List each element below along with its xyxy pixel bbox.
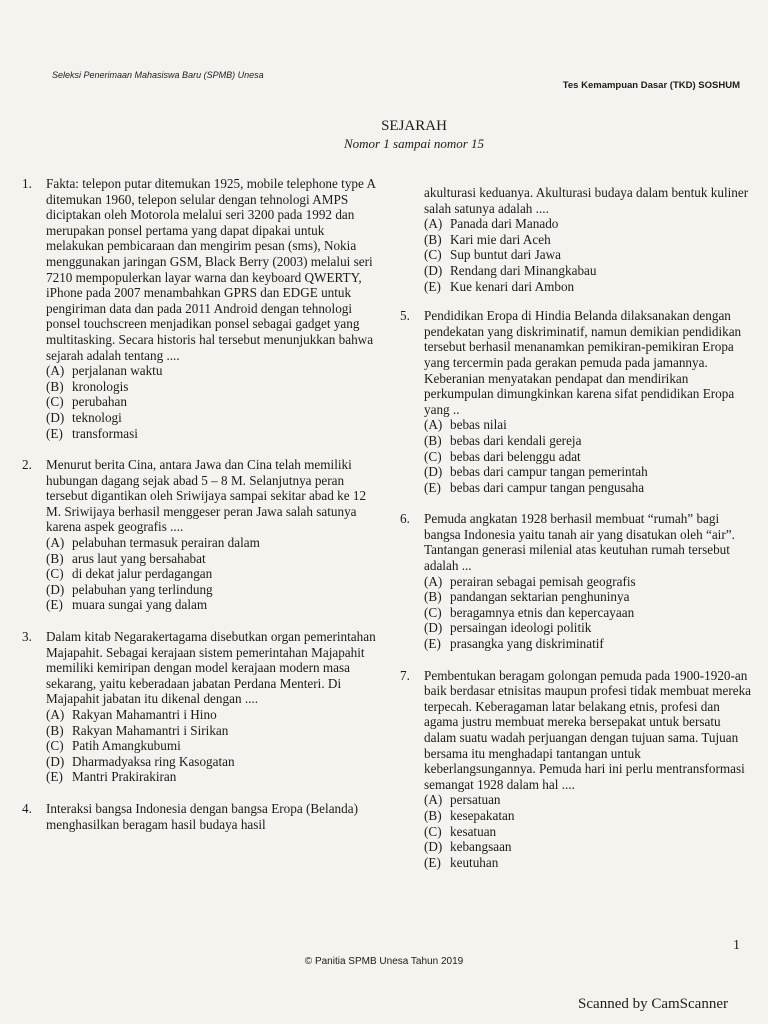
option-text: perairan sebagai pemisah geografis	[450, 573, 636, 589]
option-b[interactable]	[46, 551, 378, 567]
option-b[interactable]	[424, 232, 755, 248]
option-a[interactable]	[46, 363, 378, 379]
question-text: Fakta: telepon putar ditemukan 1925, mobile telephone type A ditemukan 1960, telepon selular dengan tehnologi AMPS diciptakan oleh Motorola melalui seri 3200 pada 1992 dan merupakan ponsel pertama yang dapat dipakai untuk melakukan pembicaraan dan mengirim pesan (sms), Nokia menggunakan jaringan GSM, Black Berry (2003) melalui seri 7210 mempopulerkan layar warna dan keyboard QWERTY, iPhone pada 2007 menambahkan GPRS dan EDGE untuk pengiriman data dan pada 2011 Android dengan tehnologi ponsel touchscreen menjadikan ponsel sebagai gadget yang multitasking. Secara historis hal tersebut menunjukkan bahwa sejarah adalah tentang ....	[46, 176, 376, 363]
section-subtitle: Nomor 1 sampai nomor 15	[343, 136, 485, 151]
option-label: (D)	[46, 581, 65, 597]
scanner-watermark: Scanned by CamScanner	[578, 996, 728, 1012]
option-label: (A)	[46, 535, 65, 551]
question-1	[22, 176, 378, 441]
question-text: Interaksi bangsa Indonesia dengan bangsa Eropa (Belanda) menghasilkan beragam hasil budaya hasil	[46, 800, 358, 832]
option-text: bebas dari belenggu adat	[450, 448, 581, 464]
option-label: (E)	[46, 769, 63, 785]
option-d[interactable]	[46, 410, 378, 426]
option-text: Kue kenari dari Ambon	[450, 278, 575, 294]
option-label: (B)	[46, 722, 64, 738]
option-text: Rakyan Mahamantri i Sirikan	[72, 722, 229, 738]
option-label: (A)	[424, 573, 443, 589]
option-label: (B)	[46, 550, 64, 566]
question-number: 1.	[22, 176, 32, 191]
option-text: bebas dari campur tangan pemerintah	[450, 464, 648, 480]
option-text: teknologi	[72, 409, 122, 425]
option-label: (D)	[46, 409, 65, 425]
option-label: (A)	[46, 363, 65, 379]
option-d[interactable]	[424, 839, 755, 855]
question-number: 7.	[400, 667, 410, 683]
question-text: Pembentukan beragam golongan pemuda pada 1900-1920-an baik berdasar etnisitas maupun profesi tidak membuat mereka terpecah. Keberagaman latar belakang etnis, profesi dan agama justru membuat mereka bersepakat untuk bersatu dalam suatu wadah perjuangan dengan tujuan sama. Tujuan bersama itu menghadapi tantangan untuk keberlangsungannya. Pemuda hari ini perlu mentransformasi semangat 1928 dalam hal ....	[424, 667, 752, 792]
option-c[interactable]	[46, 738, 378, 754]
option-text: muara sungai yang dalam	[72, 597, 208, 613]
option-e[interactable]	[46, 597, 378, 613]
question-number: 5.	[400, 308, 410, 324]
option-b[interactable]	[46, 723, 378, 739]
option-b[interactable]	[424, 808, 755, 824]
question-text: Dalam kitab Negarakertagama disebutkan organ pemerintahan Majapahit. Sebagai kerajaan sistem pemerintahan Majapahit memiliki kemiripan dengan model kerajaan modern masa sekarang, yaitu keberadaan jabatan Perdana Menteri. Di Majapahit jabatan itu dikenal dengan ....	[46, 629, 376, 707]
option-list	[424, 216, 755, 294]
option-label: (E)	[424, 479, 441, 495]
footer-copyright: © Panitia SPMB Unesa Tahun 2019	[304, 956, 464, 967]
option-d[interactable]	[424, 464, 755, 480]
option-text: Mantri Prakirakiran	[72, 769, 177, 785]
option-b[interactable]	[424, 433, 755, 449]
option-text: kesatuan	[450, 823, 497, 839]
option-label: (E)	[46, 425, 63, 441]
option-b[interactable]	[46, 379, 378, 395]
option-label: (C)	[46, 738, 64, 754]
page-corner-mark	[0, 0, 26, 28]
option-text: prasangka yang diskriminatif	[450, 636, 604, 652]
option-list	[424, 417, 755, 495]
option-label: (D)	[46, 753, 65, 769]
question-text-continuation: akulturasi keduanya. Akulturasi budaya dalam bentuk kuliner salah satunya adalah ....	[424, 185, 749, 216]
option-a[interactable]	[424, 417, 755, 433]
option-text: beragamnya etnis dan kepercayaan	[450, 604, 635, 620]
option-text: pandangan sektarian penghuninya	[450, 589, 630, 605]
option-label: (A)	[424, 216, 443, 232]
question-4	[22, 801, 378, 832]
option-label: (A)	[46, 707, 65, 722]
question-number: 6.	[400, 511, 410, 527]
option-c[interactable]	[424, 824, 755, 840]
option-list	[46, 363, 378, 441]
option-label: (C)	[424, 247, 442, 263]
option-c[interactable]	[424, 247, 755, 263]
option-text: perjalanan waktu	[72, 363, 163, 379]
option-text: persaingan ideologi politik	[450, 620, 592, 636]
right-column	[400, 185, 755, 886]
option-text: Rendang dari Minangkabau	[450, 262, 597, 278]
option-e[interactable]	[424, 636, 755, 652]
option-text: bebas dari campur tangan pengusaha	[450, 479, 645, 495]
question-3	[22, 629, 378, 785]
option-text: pelabuhan termasuk perairan dalam	[72, 535, 260, 551]
option-label: (C)	[424, 448, 442, 464]
option-label: (B)	[424, 589, 442, 605]
option-text: Patih Amangkubumi	[72, 738, 181, 754]
option-text: kebangsaan	[450, 839, 512, 855]
option-a[interactable]	[424, 792, 755, 808]
option-text: bebas nilai	[450, 417, 507, 433]
option-label: (B)	[424, 432, 442, 448]
question-4-continued	[400, 185, 755, 294]
option-text: pelabuhan yang terlindung	[72, 581, 213, 597]
option-text: Sup buntut dari Jawa	[450, 247, 561, 263]
option-text: perubahan	[72, 394, 127, 410]
option-text: keutuhan	[450, 854, 499, 870]
option-label: (A)	[424, 417, 443, 433]
question-text: Menurut berita Cina, antara Jawa dan Cina telah memiliki hubungan dagang sejak abad 5 – 8 M. Selanjutnya peran tersebut digantikan oleh Sriwijaya sampai sekitar abad ke 12 M. Sriwijaya berhasil menggeser peran Jawa salah satunya karena aspek geografis ....	[46, 457, 367, 535]
option-d[interactable]	[424, 263, 755, 279]
option-a[interactable]	[424, 574, 755, 590]
option-e[interactable]	[46, 769, 378, 785]
option-label: (C)	[424, 604, 442, 620]
option-text: Dharmadyaksa ring Kasogatan	[72, 753, 235, 769]
option-d[interactable]	[424, 620, 755, 636]
option-label: (C)	[46, 394, 64, 410]
option-a[interactable]	[424, 216, 755, 232]
option-text: arus laut yang bersahabat	[72, 550, 206, 566]
option-list	[424, 792, 755, 870]
option-c[interactable]	[424, 449, 755, 465]
section-title: SEJARAH	[381, 118, 447, 134]
option-e[interactable]	[424, 480, 755, 496]
page-number: 1	[733, 938, 740, 953]
option-e[interactable]	[46, 426, 378, 442]
option-a[interactable]	[46, 535, 378, 551]
option-label: (B)	[424, 807, 442, 823]
header-test-name: Tes Kemampuan Dasar (TKD) SOSHUM	[562, 80, 740, 91]
option-c[interactable]	[424, 605, 755, 621]
option-d[interactable]	[46, 582, 378, 598]
question-5	[400, 308, 755, 495]
option-text: kronologis	[72, 378, 129, 394]
option-text: Rakyan Mahamantri i Hino	[72, 707, 217, 722]
question-7	[400, 668, 755, 871]
option-b[interactable]	[424, 589, 755, 605]
option-label: (E)	[424, 278, 441, 294]
option-text: transformasi	[72, 425, 138, 441]
option-label: (D)	[424, 839, 443, 855]
option-label: (C)	[46, 566, 64, 582]
option-text: persatuan	[450, 792, 501, 808]
option-text: bebas dari kendali gereja	[450, 432, 582, 448]
question-number: 2.	[22, 457, 32, 473]
option-label: (E)	[424, 854, 441, 870]
option-label: (E)	[46, 597, 63, 613]
option-e[interactable]	[424, 279, 755, 295]
option-label: (D)	[424, 620, 443, 636]
option-list	[424, 574, 755, 652]
option-label: (E)	[424, 636, 441, 652]
option-text: Panada dari Manado	[450, 216, 559, 232]
option-label: (B)	[424, 231, 442, 247]
option-label: (A)	[424, 792, 443, 808]
option-label: (D)	[424, 464, 443, 480]
option-d[interactable]	[46, 754, 378, 770]
option-a[interactable]	[46, 707, 378, 723]
option-list	[46, 707, 378, 785]
option-c[interactable]	[46, 566, 378, 582]
question-text: Pendidikan Eropa di Hindia Belanda dilaksanakan dengan pendekatan yang diskriminatif, namun demikian pendidikan tersebut berhasil menanamkan pemikiran-pemikiran Eropa yang tercermin pada gerakan pemuda pada jamannya. Keberanian menyatakan pendapat dan mendirikan perkumpulan dimungkinkan karena sifat pendidikan Eropa yang ..	[424, 308, 742, 417]
question-6	[400, 511, 755, 651]
question-text: Pemuda angkatan 1928 berhasil membuat “rumah” bagi bangsa Indonesia yaitu tanah air yang disatukan oleh “air”. Tantangan generasi milenial atas keutuhan rumah tersebut adalah ...	[424, 511, 735, 574]
option-label: (D)	[424, 262, 443, 278]
option-e[interactable]	[424, 855, 755, 871]
question-number: 4.	[22, 800, 32, 816]
left-column	[22, 176, 378, 848]
header-institution: Seleksi Penerimaan Mahasiswa Baru (SPMB) Unesa	[52, 70, 264, 80]
option-text: di dekat jalur perdagangan	[72, 566, 213, 582]
option-text: kesepakatan	[450, 807, 515, 823]
question-number: 3.	[22, 629, 32, 645]
option-text: Kari mie dari Aceh	[450, 231, 551, 247]
option-label: (C)	[424, 823, 442, 839]
option-c[interactable]	[46, 394, 378, 410]
option-label: (B)	[46, 378, 64, 394]
option-list	[46, 535, 378, 613]
question-2	[22, 457, 378, 613]
